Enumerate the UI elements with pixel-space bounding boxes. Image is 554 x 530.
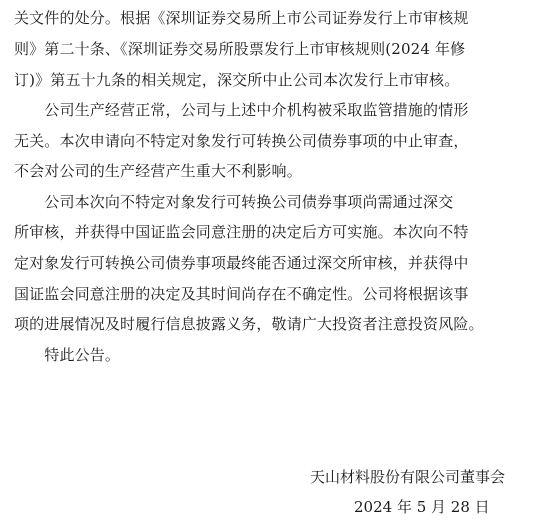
paragraph-1-line-2: 则》第二十条、《深圳证券交易所股票发行上市审核规则(2024 年修 xyxy=(14,40,466,58)
paragraph-1-line-3: 订)》第五十九条的相关规定，深交所中止公司本次发行上市审核。 xyxy=(14,71,460,89)
paragraph-1-line-1: 关文件的处分。根据《深圳证券交易所上市公司证券发行上市审核规 xyxy=(14,9,469,27)
signature-date: 2024 年 5 月 28 日 xyxy=(354,498,490,516)
paragraph-3-line-2: 所审核，并获得中国证监会同意注册的决定后方可实施。本次向不特 xyxy=(14,223,469,241)
paragraph-3-line-1: 公司本次向不特定对象发行可转换公司债券事项尚需通过深交 xyxy=(14,193,454,211)
paragraph-2-line-3: 不会对公司的生产经营产生重大不利影响。 xyxy=(14,162,302,180)
paragraph-3-line-3: 定对象发行可转换公司债券事项最终能否通过深交所审核，并获得中 xyxy=(14,254,469,272)
signature-company: 天山材料股份有限公司董事会 xyxy=(310,468,506,486)
paragraph-2-line-2: 无关。本次申请向不特定对象发行可转换公司债券事项的中止审查， xyxy=(14,132,469,150)
paragraph-3-line-5: 项的进展情况及时履行信息披露义务，敬请广大投资者注意投资风险。 xyxy=(14,315,484,333)
paragraph-2-line-1: 公司生产经营正常，公司与上述中介机构被采取监管措施的情形 xyxy=(14,101,469,119)
paragraph-3-line-4: 国证监会同意注册的决定及其时间尚存在不确定性。公司将根据该事 xyxy=(14,285,469,303)
closing-statement: 特此公告。 xyxy=(14,346,121,364)
